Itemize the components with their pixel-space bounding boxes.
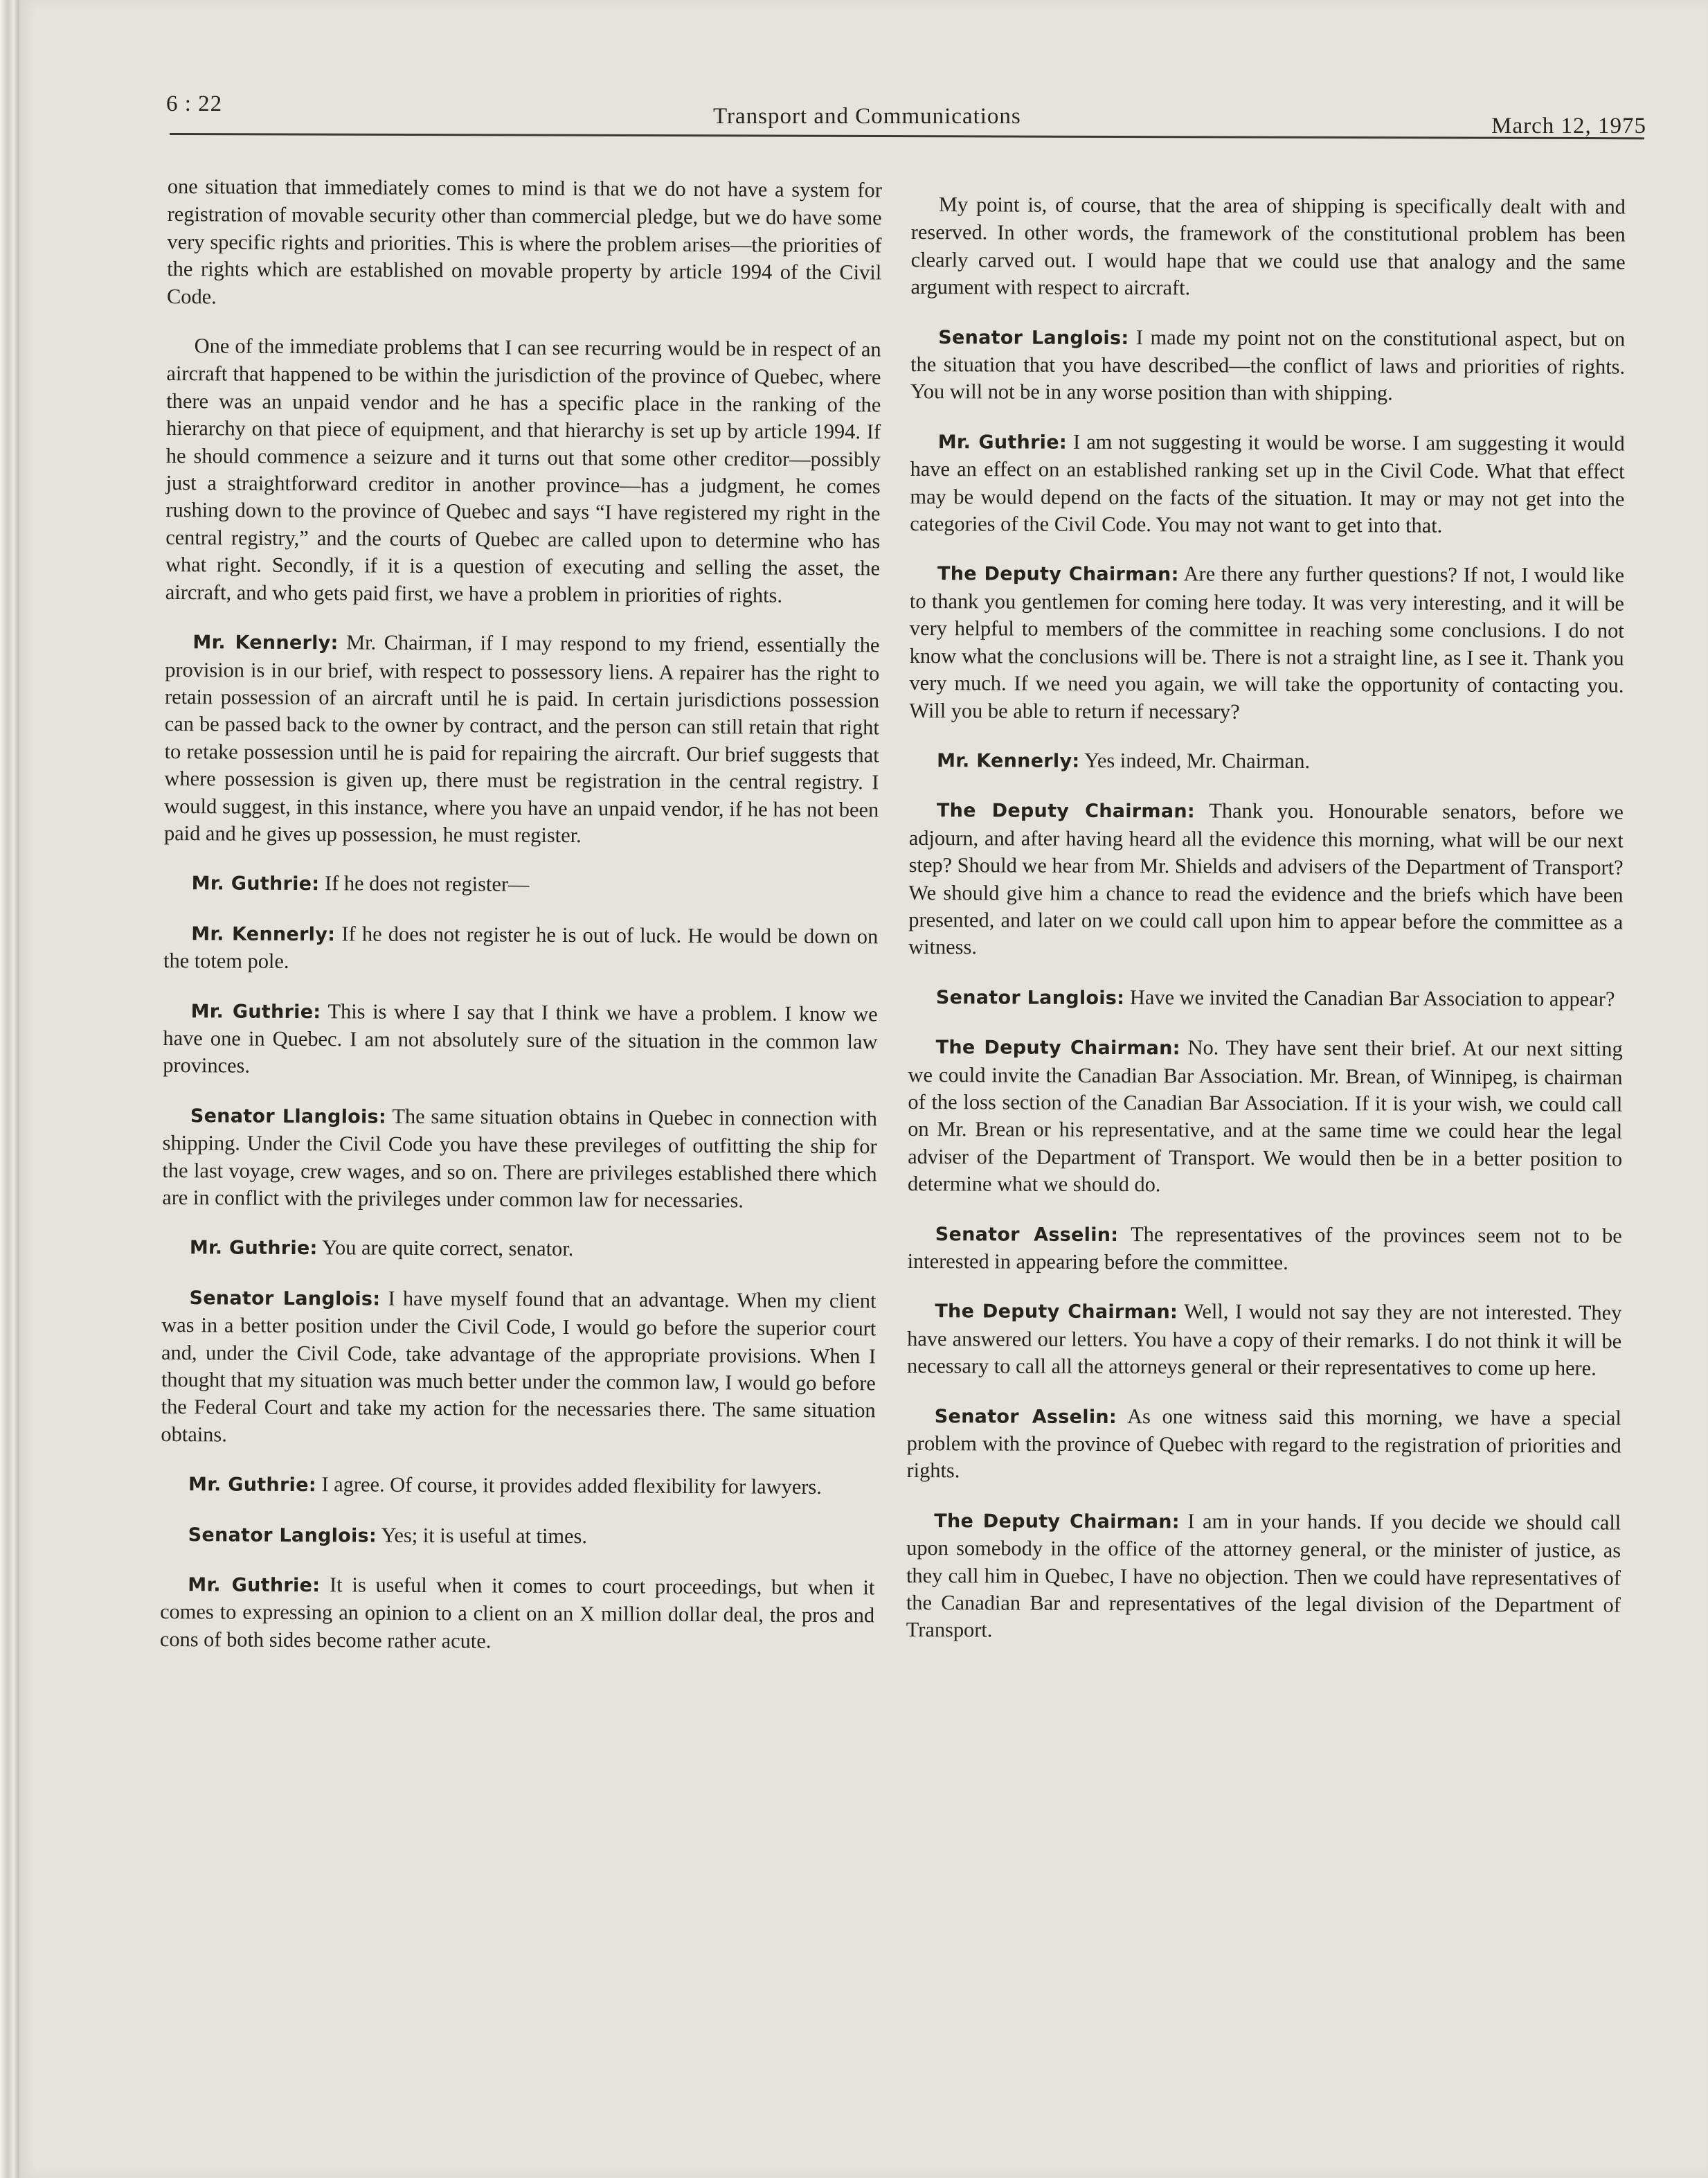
paragraph-text: As one witness said this morning, we have a special problem with the province of Quebec with regard to the registration of priorities and rights.: [906, 1404, 1621, 1483]
paragraph-text: If he does not register he is out of luck. He would be down on the totem pole.: [163, 922, 879, 974]
paragraph-text: I made my point not on the constitutional aspect, but on the situation that you have described—the conflict of laws and priorities of rights. You will not be in any worse position than with shipping.: [910, 325, 1626, 405]
paragraph: [162, 1102, 877, 1215]
paragraph-text: I agree. Of course, it provides added flexibility for lawyers.: [321, 1472, 822, 1499]
paragraph: [161, 1521, 875, 1553]
speaker-name: The Deputy Chairman:: [936, 800, 1196, 823]
speaker-name: Senator Llanglois:: [190, 1105, 387, 1128]
paragraph-text: one situation that immediately comes to mind is that we do not have a system for registration of movable security other than commercial pledge, but we do have some very specific rights and priorities. This is where the problem arises—the priorities of the rights which are established on movable property by article 1994 of the Civil Code.: [166, 174, 882, 308]
issue-date: March 12, 1975: [1491, 114, 1646, 139]
speaker-name: Senator Langlois:: [188, 1524, 377, 1547]
speaker-name: Senator Asselin:: [934, 1405, 1117, 1428]
paragraph: [163, 920, 878, 979]
paragraph: [910, 323, 1625, 409]
paragraph: [162, 1233, 877, 1265]
speaker-name: Senator Langlois:: [938, 326, 1129, 349]
right-column: [906, 191, 1626, 1668]
paragraph: [909, 560, 1624, 726]
paragraph: [167, 173, 882, 314]
speaker-name: Mr. Guthrie:: [937, 431, 1068, 454]
paragraph: [906, 1402, 1621, 1488]
paragraph: [908, 1033, 1623, 1200]
paragraph: [165, 332, 881, 609]
paragraph: [160, 1571, 875, 1657]
paragraph-text: Thank you. Honourable senators, before we adjourn, and after having heard all the evidence this morning, what will be our next step? Should we hear from Mr. Shields and advisers of the Department of Transport? We should give him a chance to read the evidence and the briefs which have been presented, and later on we could call upon him to appear before the committee as a witness.: [908, 798, 1624, 959]
speaker-name: The Deputy Chairman:: [937, 563, 1179, 586]
paragraph: [908, 983, 1623, 1014]
paragraph-text: I am not suggesting it would be worse. I am suggesting it would have an effect on an established ranking set up in the Civil Code. What that effect may be would depend on the facts of the situation. It may or may not get into the categories of the Civil Code. You may not want to get into that.: [910, 429, 1625, 537]
paragraph: [161, 1470, 875, 1502]
speaker-name: The Deputy Chairman:: [935, 1301, 1178, 1323]
paragraph-text: If he does not register—: [324, 871, 530, 897]
paragraph: [164, 869, 879, 901]
paragraph-text: The representatives of the provinces seem not to be interested in appearing before the committee.: [907, 1222, 1622, 1274]
paragraph-text: Mr. Chairman, if I may respond to my friend, essentially the provision is in our brief, with respect to possessory liens. A repairer has the right to retain possession of an aircraft until he is paid. In certain jurisdictions possession can be passed back to the owner by contract, and the person can still retain that right to retake possession until he is paid for repairing the aircraft. Our brief suggests that where possession is given up, there must be registration in the central registry. I would suggest, in this instance, where you have an unpaid vendor, if he has not been paid and he gives up possession, he must register.: [163, 630, 880, 848]
paragraph: [907, 1297, 1621, 1382]
speaker-name: The Deputy Chairman:: [934, 1510, 1180, 1533]
paragraph-text: Yes indeed, Mr. Chairman.: [1084, 748, 1311, 773]
paragraph: [909, 747, 1624, 777]
paragraph-text: Are there any further questions? If not, I would like to thank you gentlemen for coming here today. It was very interesting, and it will be very helpful to members of the committee in reaching some conclusions. I do not know what the conclusions will be. There is not a straight line, as I see it. Thank you very much. If we need you again, we will take the opportunity of contacting you. Will you be able to return if necessary?: [909, 562, 1625, 724]
speaker-name: Mr. Kennerly:: [191, 922, 336, 946]
paragraph: [906, 1507, 1621, 1647]
paragraph-text: I have myself found that an advantage. When my client was in a better position under the Civil Code, I would go before the superior court and, under the Civil Code, take advantage of the appropriate provisions. When I thought that my situation was much better under the common law, I would go before the Federal Court and take my action for the necessaries there. The same situation obtains.: [161, 1286, 877, 1447]
speaker-name: Mr. Kennerly:: [192, 632, 339, 654]
left-column: [160, 173, 882, 1679]
paragraph: [908, 1220, 1622, 1278]
paragraph: [908, 796, 1624, 963]
paragraph-text: This is where I say that I think we have a problem. I know we have one in Quebec. I am not absolutely sure of the situation in the common law provinces.: [163, 999, 878, 1078]
paragraph-text: One of the immediate problems that I can see recurring would be in respect of an aircraft that happened to be within the jurisdiction of the province of Quebec, where there was an unpaid vendor and he has a specific place in the ranking of the hierarchy on that piece of equipment, and that hierarchy is set up by article 1994. If he should commence a seizure and it turns out that some other creditor—possibly just a straightforward creditor in another province—has a judgment, he comes rushing down to the province of Quebec and says “I have registered my right in the central registry,” and the courts of Quebec are called upon to determine who has what right. Secondly, if it is a question of executing and selling the asset, the aircraft, and who gets paid first, we have a problem in priorities of rights.: [165, 334, 881, 607]
paragraph-text: No. They have sent their brief. At our next sitting we could invite the Canadian Bar Association. Mr. Brean, of Winnipeg, is chairman of the loss section of the Canadian Bar Association. If it is your wish, we could call on Mr. Brean or his representative, and at the same time we could hear the legal adviser of the Department of Transport. We would then be in a better position to determine what we should do.: [907, 1035, 1623, 1197]
paragraph-text: Have we invited the Canadian Bar Association to appear?: [1129, 985, 1615, 1011]
speaker-name: Mr. Guthrie:: [188, 1574, 321, 1597]
paragraph-text: You are quite correct, senator.: [322, 1235, 574, 1261]
paragraph: [164, 628, 880, 851]
paragraph-text: The same situation obtains in Quebec in connection with shipping. Under the Civil Code you have these previleges of outfitting the ship for the last voyage, crew wages, and so on. There are privileges established there which are in conflict with the privileges under common law for necessaries.: [162, 1104, 877, 1213]
paragraph: [163, 997, 878, 1084]
page-number: 6 : 22: [166, 91, 223, 116]
paragraph: [910, 191, 1626, 303]
speaker-name: The Deputy Chairman:: [935, 1037, 1180, 1060]
paragraph-text: I am in your hands. If you decide we should call upon somebody in the office of the attorney general, or the minister of justice, as they call him in Quebec, I have no objection. Then we could have representatives of the Canadian Bar and representatives of the legal division of the Department of Transport.: [906, 1509, 1621, 1642]
paragraph-text: It is useful when it comes to court proceedings, but when it comes to expressing an opinion to a client on an X million dollar deal, the pros and cons of both sides become rather acute.: [159, 1573, 875, 1653]
speaker-name: Mr. Guthrie:: [190, 1000, 321, 1023]
paragraph: [161, 1284, 876, 1452]
running-title: Transport and Communications: [713, 104, 1021, 129]
paragraph-text: Well, I would not say they are not interested. They have answered our letters. You have a copy of their remarks. I do not think it will be necessary to call all the attorneys general or their representatives to come up here.: [907, 1299, 1622, 1380]
speaker-name: Mr. Kennerly:: [937, 750, 1080, 772]
speaker-name: Senator Langlois:: [189, 1287, 381, 1310]
speaker-name: Mr. Guthrie:: [188, 1474, 316, 1497]
speaker-name: Mr. Guthrie:: [189, 1237, 318, 1260]
paragraph: [910, 428, 1625, 540]
paragraph-text: My point is, of course, that the area of shipping is specifically dealt with and reserved. In other words, the framework of the constitutional problem has been clearly carved out. I would hape that we could use that analogy and the same argument with respect to aircraft.: [910, 193, 1626, 300]
paragraph-text: Yes; it is useful at times.: [381, 1523, 588, 1548]
running-header: [166, 89, 1646, 139]
speaker-name: Senator Asselin:: [935, 1223, 1119, 1246]
speaker-name: Mr. Guthrie:: [191, 873, 320, 895]
page-edge: [0, 0, 19, 2178]
speaker-name: Senator Langlois:: [935, 986, 1125, 1009]
